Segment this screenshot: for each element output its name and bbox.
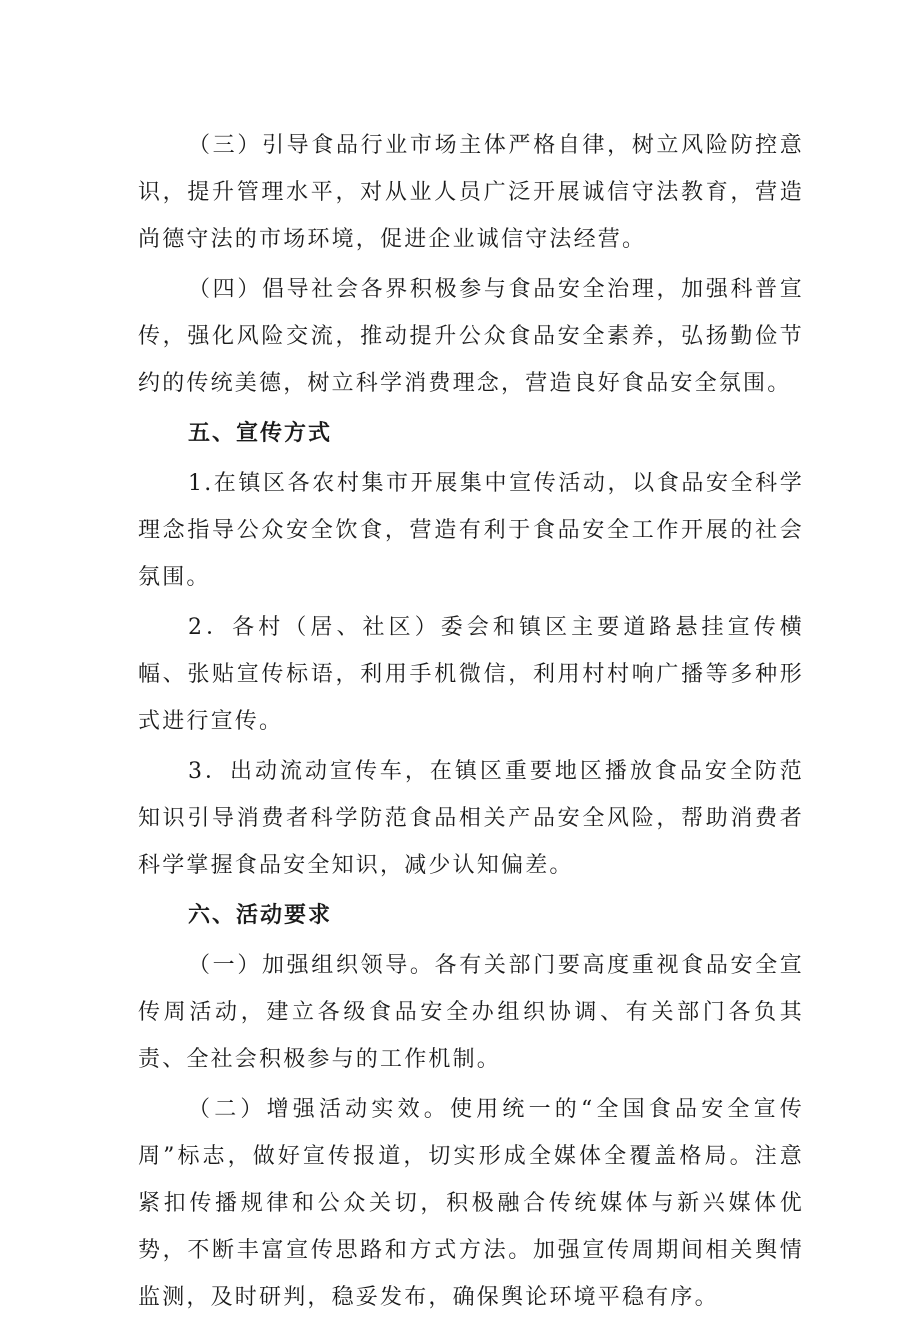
heading-section-six: 六、活动要求 bbox=[188, 903, 333, 928]
heading-section-five: 五、宣传方式 bbox=[188, 421, 333, 446]
paragraph-section-five-item-3: 3．出动流动宣传车，在镇区重要地区播放食品安全防范知识引导消费者科学防范食品相关产品安全风险，帮助消费者科学掌握食品安全知识，减少认知偏差。 bbox=[138, 759, 804, 878]
document-page bbox=[138, 122, 804, 1324]
paragraph-section-four-item-4: （四）倡导社会各界积极参与食品安全治理，加强科普宣传，强化风险交流，推动提升公众食品安全素养，弘扬勤俭节约的传统美德，树立科学消费理念，营造良好食品安全氛围。 bbox=[138, 277, 804, 396]
paragraph-section-five-item-2: 2．各村（居、社区）委会和镇区主要道路悬挂宣传横幅、张贴宣传标语，利用手机微信，利用村村响广播等多种形式进行宣传。 bbox=[138, 615, 804, 734]
paragraph-section-four-item-3: （三）引导食品行业市场主体严格自律，树立风险防控意识，提升管理水平，对从业人员广泛开展诚信守法教育，营造尚德守法的市场环境，促进企业诚信守法经营。 bbox=[138, 133, 804, 252]
paragraph-section-five-item-1: 1.在镇区各农村集市开展集中宣传活动，以食品安全科学理念指导公众安全饮食，营造有利于食品安全工作开展的社会氛围。 bbox=[138, 471, 804, 590]
paragraph-section-six-item-1: （一）加强组织领导。各有关部门要高度重视食品安全宣传周活动，建立各级食品安全办组织协调、有关部门各负其责、全社会积极参与的工作机制。 bbox=[138, 953, 804, 1072]
paragraph-section-six-item-2: （二）增强活动实效。使用统一的“全国食品安全宣传周”标志，做好宣传报道，切实形成全媒体全覆盖格局。注意紧扣传播规律和公众关切，积极融合传统媒体与新兴媒体优势，不断丰富宣传思路和方式方法。加强宣传周期间相关舆情监测，及时研判，稳妥发布，确保舆论环境平稳有序。 bbox=[138, 1097, 804, 1310]
